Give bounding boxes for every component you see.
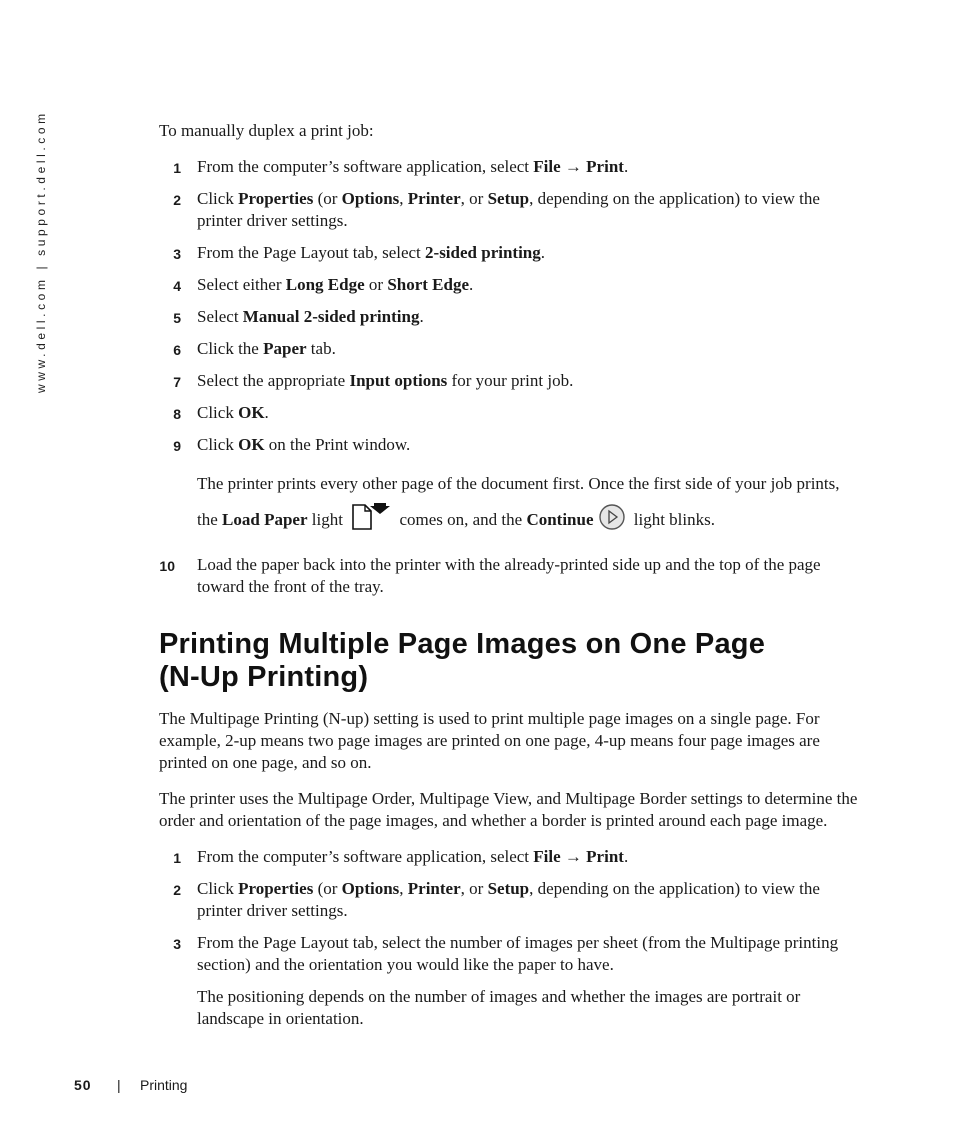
section-heading: Printing Multiple Page Images on One Page (N-Up Printing) [159,628,766,693]
step-note: The printer prints every other page of the document first. Once the first side of your job prints, the Load Paper light comes on, and the Continue light blinks. [197,466,859,544]
list-item: 2 Click Properties (or Options, Printer, or Setup, depending on the application) to view the printer driver settings. [173,879,820,920]
list-item: 1 From the computer’s software application, select File → Print. [173,847,629,866]
manual-duplex-steps [159,156,859,598]
page-content [159,120,859,1040]
list-item: 1 From the computer’s software application, select File → Print. [173,157,629,176]
list-item: 5 Select Manual 2-sided printing. [173,307,424,326]
nup-paragraph-2: The printer uses the Multipage Order, Multipage View, and Multipage Border settings to determine the order and orientation of the page images, and whether a border is printed around each page image. [159,789,858,830]
step-note: The positioning depends on the number of images and whether the images are portrait or landscape in orientation. [197,987,801,1028]
sidebar-url: www.dell.com | support.dell.com [34,110,48,393]
continue-icon [598,503,626,544]
page-footer [74,1077,188,1093]
nup-paragraph-1: The Multipage Printing (N-up) setting is used to print multiple page images on a single page. For example, 2-up means two page images are printed on one page, 4-up means four page images are printed on one page, and so on. [159,709,820,772]
list-item: 9 Click OK on the Print window. The printer prints every other page of the document first. Once the first side of your job prints, the Load Paper light comes on, and the Continue light blinks. [159,434,859,544]
list-item: 10 Load the paper back into the printer with the already-printed side up and the top of the page toward the front of the tray. [159,555,821,596]
intro-text: To manually duplex a print job: [159,121,374,140]
page-number: 50 [74,1077,92,1093]
footer-separator: | [117,1077,121,1093]
footer-section: Printing [140,1077,188,1093]
list-item: 3 From the Page Layout tab, select the number of images per sheet (from the Multipage printing section) and the orientation you would like the paper to have. The positioning depends on the number of images and whether the images are portrait or landscape in orientation. [159,932,859,1030]
nup-steps [159,846,859,1030]
load-paper-icon [351,503,391,544]
list-item: 3 From the Page Layout tab, select 2-sided printing. [173,243,546,262]
list-item: 7 Select the appropriate Input options for your print job. [173,371,574,390]
list-item: 4 Select either Long Edge or Short Edge. [173,275,474,294]
list-item: 2 Click Properties (or Options, Printer, or Setup, depending on the application) to view the printer driver settings. [173,189,820,230]
list-item: 8 Click OK. [173,403,269,422]
list-item: 6 Click the Paper tab. [173,339,336,358]
